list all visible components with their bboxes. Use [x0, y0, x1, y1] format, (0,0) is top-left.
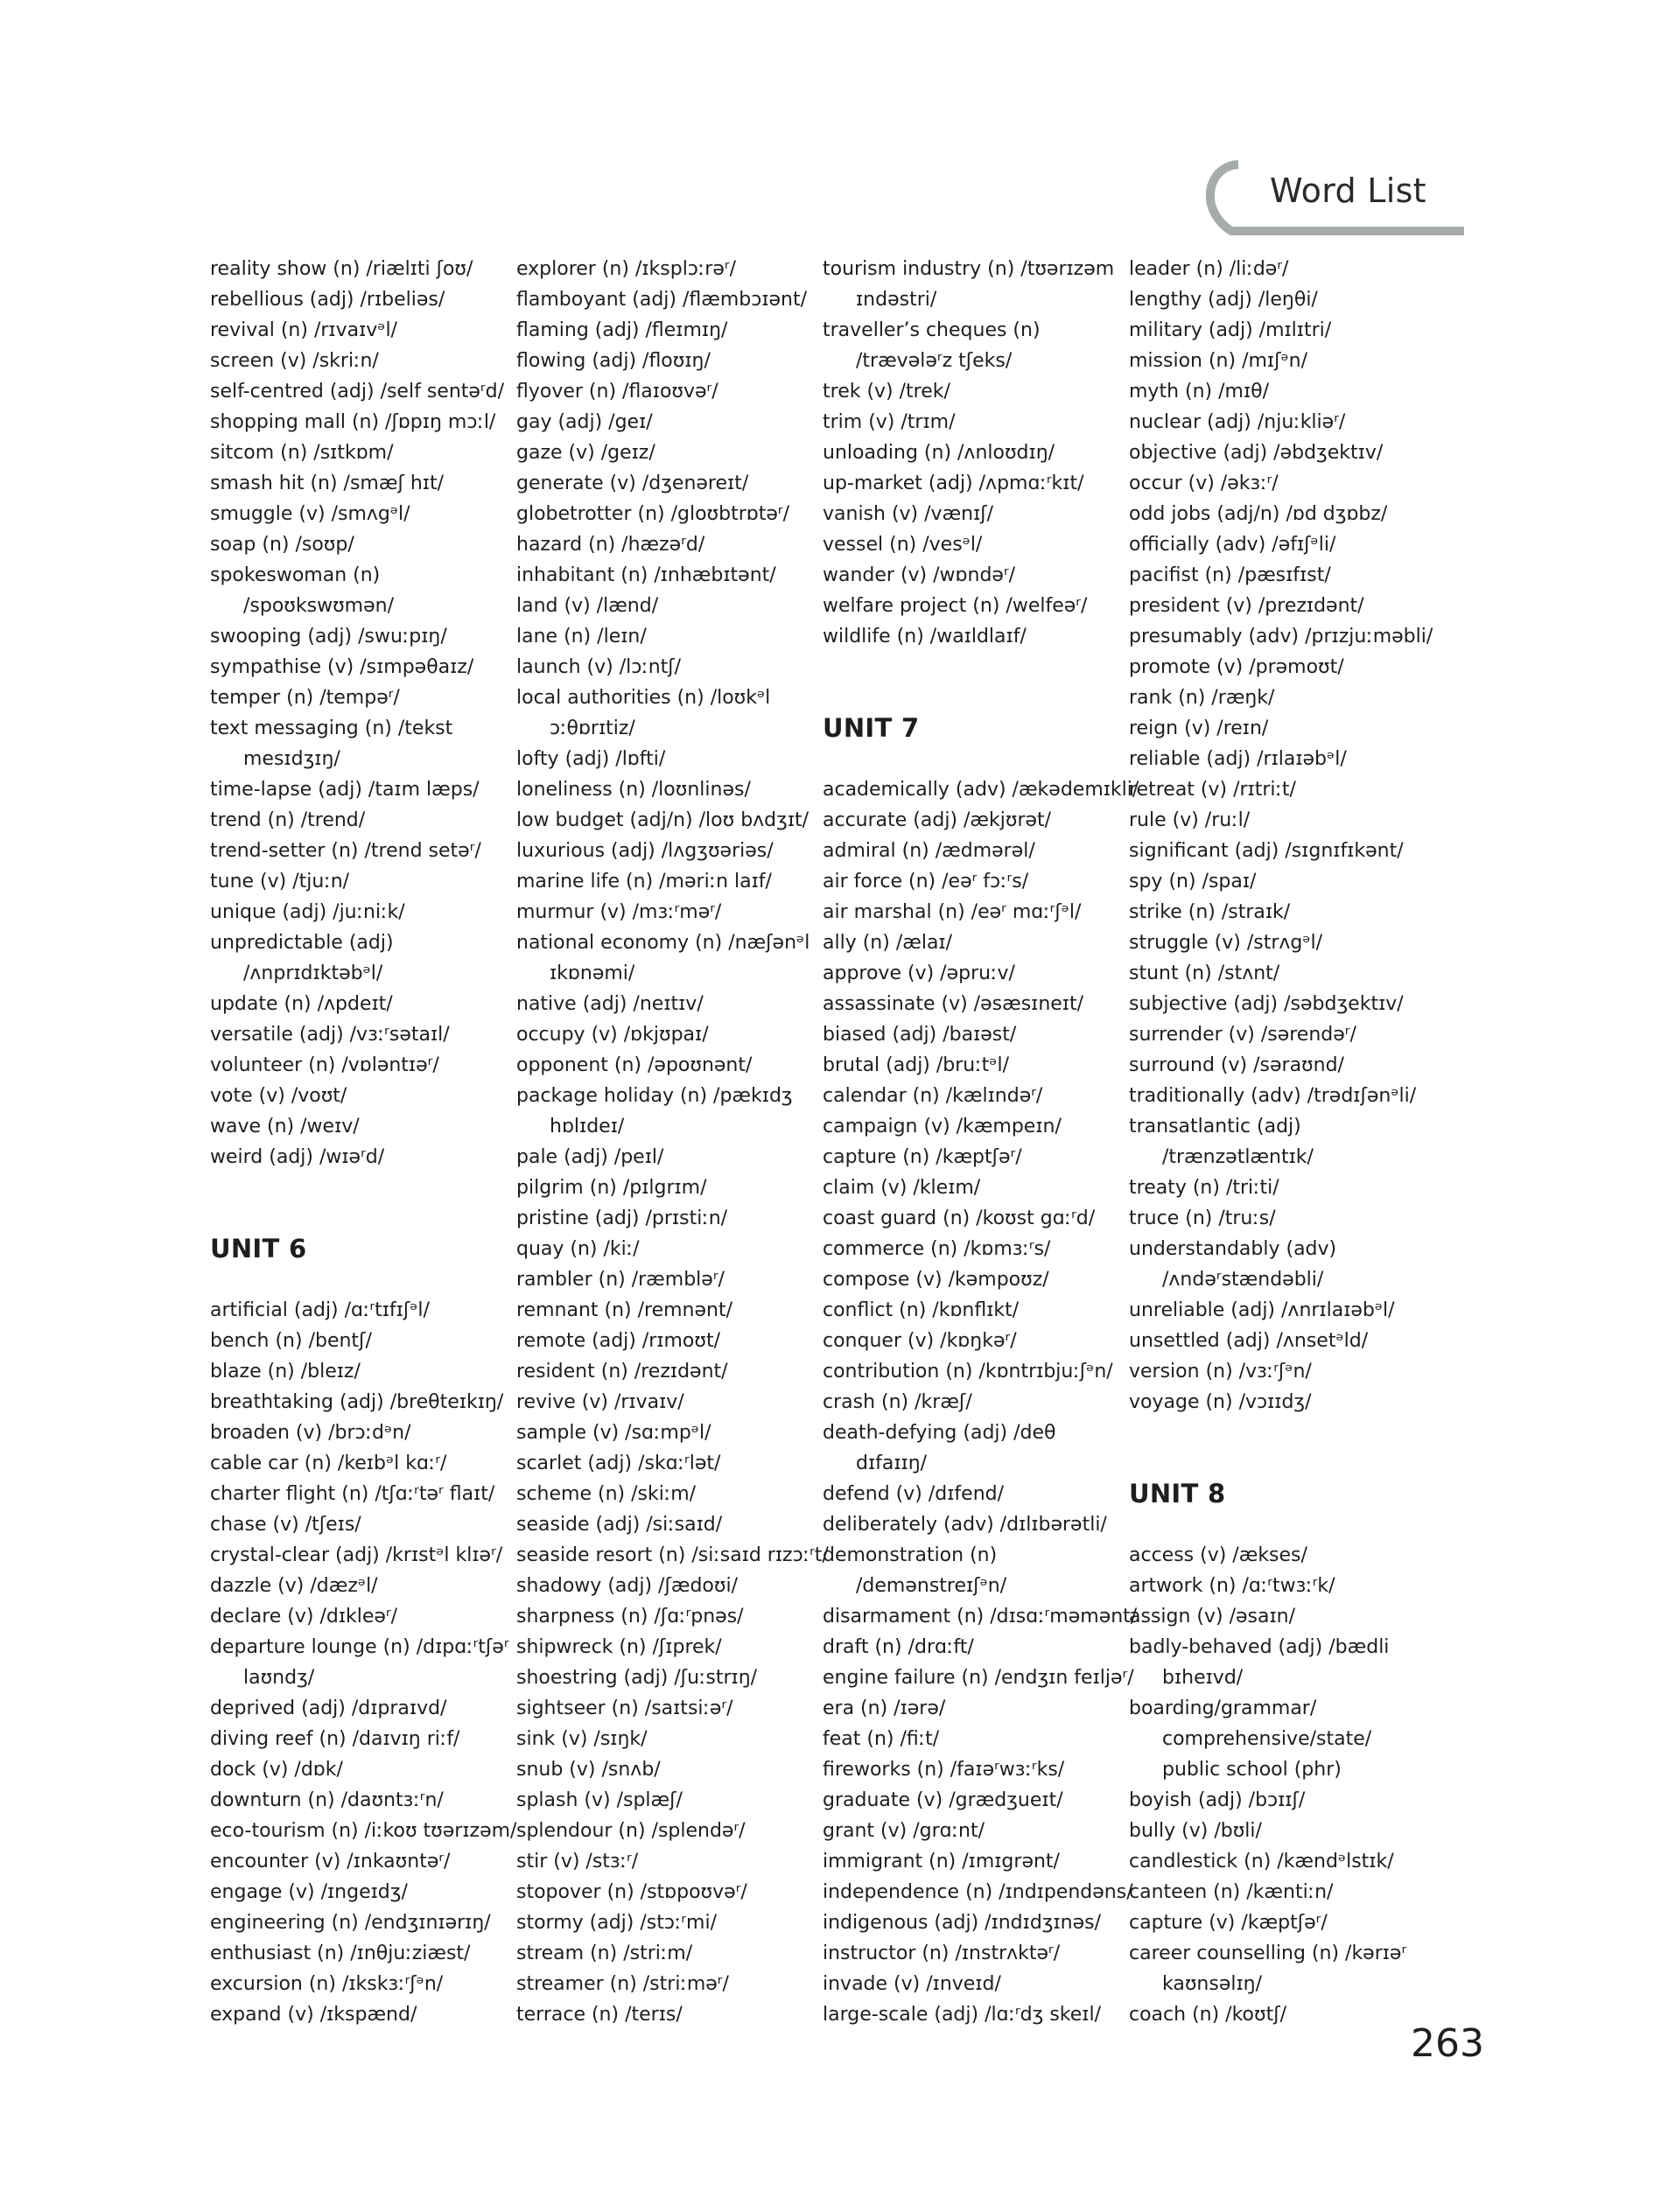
- word-entry: badly-behaved (adj) /bædli: [1129, 1636, 1390, 1658]
- word-entry: soap (n) /soʊp/: [210, 534, 354, 556]
- word-entry: deliberately (adv) /dɪlɪbərətli/: [823, 1514, 1107, 1536]
- word-entry: sink (v) /sɪŋk/: [516, 1728, 648, 1750]
- word-entry: unloading (n) /ʌnloʊdɪŋ/: [823, 442, 1055, 464]
- word-entry: instructor (n) /ɪnstrʌktəʳ/: [823, 1942, 1061, 1964]
- word-entry: hazard (n) /hæzəʳd/: [516, 534, 705, 556]
- word-entry: calendar (n) /kælɪndəʳ/: [823, 1085, 1043, 1107]
- word-entry: stopover (n) /stɒpoʊvəʳ/: [516, 1881, 747, 1903]
- word-entry: strike (n) /straɪk/: [1129, 901, 1291, 923]
- word-entry: revival (n) /rɪvaɪvᵊl/: [210, 319, 397, 341]
- word-entry: myth (n) /mɪθ/: [1129, 381, 1270, 402]
- word-entry: ally (n) /ælaɪ/: [823, 932, 953, 954]
- word-entry: unsettled (adj) /ʌnsetᵊld/: [1129, 1330, 1369, 1352]
- word-entry: traditionally (adv) /trədɪʃənᵊli/: [1129, 1085, 1417, 1107]
- word-entry: voyage (n) /vɔɪɪdʒ/: [1129, 1391, 1312, 1413]
- word-entry: compose (v) /kəmpoʊz/: [823, 1269, 1049, 1291]
- word-entry: gay (adj) /geɪ/: [516, 411, 653, 433]
- word-entry: remote (adj) /rɪmoʊt/: [516, 1330, 721, 1352]
- word-entry: truce (n) /truːs/: [1129, 1208, 1276, 1229]
- word-entry: objective (adj) /əbdʒektɪv/: [1129, 442, 1384, 464]
- word-entry: subjective (adj) /səbdʒektɪv/: [1129, 993, 1404, 1015]
- word-entry: stream (n) /striːm/: [516, 1942, 693, 1964]
- word-entry: launch (v) /lɔːntʃ/: [516, 656, 682, 678]
- word-entry-continuation: /ʌnprɪdɪktəbᵊl/: [243, 962, 383, 984]
- word-entry: candlestick (n) /kændᵊlstɪk/: [1129, 1851, 1394, 1872]
- word-entry: career counselling (n) /kərɪəʳ: [1129, 1942, 1407, 1964]
- word-entry: rambler (n) /ræmbləʳ/: [516, 1269, 725, 1291]
- word-entry: admiral (n) /ædmərəl/: [823, 840, 1035, 862]
- word-entry: approve (v) /əpruːv/: [823, 962, 1015, 984]
- word-entry: president (v) /prezɪdənt/: [1129, 595, 1364, 617]
- word-entry: flaming (adj) /fleɪmɪŋ/: [516, 319, 728, 341]
- word-entry: nuclear (adj) /njuːkliəʳ/: [1129, 411, 1346, 433]
- unit-heading: UNIT 8: [1129, 1479, 1226, 1508]
- word-entry: transatlantic (adj): [1129, 1116, 1301, 1138]
- word-entry: mission (n) /mɪʃᵊn/: [1129, 350, 1308, 372]
- word-entry: diving reef (n) /daɪvɪŋ riːf/: [210, 1728, 460, 1750]
- word-entry: national economy (n) /næʃənᵊl: [516, 932, 810, 954]
- word-entry: engineering (n) /endʒɪnɪərɪŋ/: [210, 1912, 491, 1934]
- word-entry: text messaging (n) /tekst: [210, 718, 453, 739]
- word-entry: vessel (n) /vesᵊl/: [823, 534, 983, 556]
- word-column-1: [210, 254, 517, 2030]
- word-entry: local authorities (n) /loʊkᵊl: [516, 687, 771, 709]
- word-entry: tune (v) /tjuːn/: [210, 871, 350, 892]
- word-entry: pale (adj) /peɪl/: [516, 1146, 664, 1168]
- word-entry: promote (v) /prəmoʊt/: [1129, 656, 1344, 678]
- spacer: [210, 1203, 508, 1234]
- word-entry: leader (n) /liːdəʳ/: [1129, 258, 1289, 280]
- word-entry: sitcom (n) /sɪtkɒm/: [210, 442, 394, 464]
- unit-heading: UNIT 7: [823, 713, 920, 743]
- word-entry: independence (n) /ɪndɪpendəns/: [823, 1881, 1133, 1903]
- word-entry-continuation: /ʌndəʳstændəbli/: [1162, 1269, 1324, 1291]
- word-entry: versatile (adj) /vɜːʳsətaɪl/: [210, 1024, 450, 1046]
- word-entry: death-defying (adj) /deθ: [823, 1422, 1056, 1444]
- word-entry: smuggle (v) /smʌgᵊl/: [210, 503, 410, 525]
- spacer: [1129, 1418, 1426, 1448]
- word-entry: military (adj) /mɪlɪtri/: [1129, 319, 1332, 341]
- word-entry: sympathise (v) /sɪmpəθaɪz/: [210, 656, 474, 678]
- word-entry: volunteer (n) /vɒləntɪəʳ/: [210, 1054, 439, 1076]
- word-entry: pacifist (n) /pæsɪfɪst/: [1129, 564, 1331, 586]
- word-entry: update (n) /ʌpdeɪt/: [210, 993, 393, 1015]
- word-entry: grant (v) /grɑːnt/: [823, 1820, 985, 1842]
- word-entry-continuation: bɪheɪvd/: [1162, 1667, 1244, 1689]
- word-entry: occupy (v) /ɒkjʊpaɪ/: [516, 1024, 709, 1046]
- word-entry: streamer (n) /striːməʳ/: [516, 1973, 729, 1995]
- word-entry: explorer (n) /ɪksplɔːrəʳ/: [516, 258, 736, 280]
- word-entry: boarding/grammar/: [1129, 1698, 1317, 1719]
- word-entry-continuation: ɪkɒnəmi/: [550, 962, 635, 984]
- word-entry: shoestring (adj) /ʃuːstrɪŋ/: [516, 1667, 758, 1689]
- word-entry: expand (v) /ɪkspænd/: [210, 2004, 417, 2026]
- word-entry: low budget (adj/n) /loʊ bʌdʒɪt/: [516, 809, 809, 831]
- word-entry-continuation: /trævələʳz tʃeks/: [856, 350, 1013, 372]
- word-entry-continuation: /demənstreɪʃᵊn/: [856, 1575, 1007, 1597]
- word-entry: trend-setter (n) /trend setəʳ/: [210, 840, 481, 862]
- word-entry: graduate (v) /grædʒueɪt/: [823, 1789, 1063, 1811]
- word-entry: gaze (v) /geɪz/: [516, 442, 655, 464]
- word-entry: flamboyant (adj) /flæmbɔɪənt/: [516, 289, 808, 311]
- word-entry: resident (n) /rezɪdənt/: [516, 1361, 728, 1382]
- word-entry: reality show (n) /riælɪti ʃoʊ/: [210, 258, 473, 280]
- word-entry: blaze (n) /bleɪz/: [210, 1361, 361, 1382]
- word-entry: breathtaking (adj) /breθteɪkɪŋ/: [210, 1391, 504, 1413]
- word-entry: feat (n) /fiːt/: [823, 1728, 940, 1750]
- word-entry: stunt (n) /stʌnt/: [1129, 962, 1280, 984]
- word-entry-continuation: mesɪdʒɪŋ/: [243, 748, 340, 770]
- word-entry: departure lounge (n) /dɪpɑːʳtʃəʳ: [210, 1636, 509, 1658]
- word-entry: boyish (adj) /bɔɪɪʃ/: [1129, 1789, 1306, 1811]
- word-entry: invade (v) /ɪnveɪd/: [823, 1973, 1001, 1995]
- word-entry: up-market (adj) /ʌpmɑːʳkɪt/: [823, 472, 1084, 494]
- word-entry: revive (v) /rɪvaɪv/: [516, 1391, 684, 1413]
- word-entry: conquer (v) /kɒŋkəʳ/: [823, 1330, 1017, 1352]
- word-entry: pristine (adj) /prɪstiːn/: [516, 1208, 728, 1229]
- word-entry: generate (v) /dʒenəreɪt/: [516, 472, 749, 494]
- word-entry: conflict (n) /kɒnflɪkt/: [823, 1299, 1020, 1321]
- word-entry: temper (n) /tempəʳ/: [210, 687, 400, 709]
- word-entry: broaden (v) /brɔːdᵊn/: [210, 1422, 411, 1444]
- word-entry: declare (v) /dɪkleəʳ/: [210, 1606, 398, 1628]
- word-entry: defend (v) /dɪfend/: [823, 1483, 1005, 1505]
- word-entry: lengthy (adj) /leŋθi/: [1129, 289, 1318, 311]
- word-entry: wave (n) /weɪv/: [210, 1116, 360, 1138]
- word-entry: murmur (v) /mɜːʳməʳ/: [516, 901, 722, 923]
- word-entry: engine failure (n) /endʒɪn feɪljəʳ/: [823, 1667, 1134, 1689]
- word-entry: downturn (n) /daʊntɜːʳn/: [210, 1789, 444, 1811]
- spacer: [823, 682, 1120, 713]
- word-entry: pilgrim (n) /pɪlgrɪm/: [516, 1177, 707, 1199]
- word-entry: wander (v) /wɒndəʳ/: [823, 564, 1016, 586]
- word-entry: accurate (adj) /ækjʊrət/: [823, 809, 1052, 831]
- word-entry: time-lapse (adj) /taɪm læps/: [210, 779, 480, 801]
- word-column-2: [516, 254, 829, 2030]
- word-entry: capture (v) /kæptʃəʳ/: [1129, 1912, 1328, 1934]
- word-entry: commerce (n) /kɒmɜːʳs/: [823, 1238, 1051, 1260]
- word-entry: shipwreck (n) /ʃɪprek/: [516, 1636, 722, 1658]
- word-entry: tourism industry (n) /tʊərɪzəm: [823, 258, 1115, 280]
- word-entry: excursion (n) /ɪkskɜːʳʃᵊn/: [210, 1973, 444, 1995]
- word-entry: understandably (adv): [1129, 1238, 1337, 1260]
- word-entry: marine life (n) /məriːn laɪf/: [516, 871, 772, 892]
- word-entry: disarmament (n) /dɪsɑːʳməmənt/: [823, 1606, 1138, 1628]
- word-entry: globetrotter (n) /gloʊbtrɒtəʳ/: [516, 503, 790, 525]
- word-entry-continuation: laʊndʒ/: [243, 1667, 315, 1689]
- word-entry: demonstration (n): [823, 1544, 998, 1566]
- word-list-header: [1186, 158, 1466, 249]
- spacer: [823, 652, 1120, 682]
- word-entry: vanish (v) /vænɪʃ/: [823, 503, 994, 525]
- word-entry: surround (v) /səraʊnd/: [1129, 1054, 1344, 1076]
- word-entry: trend (n) /trend/: [210, 809, 366, 831]
- word-entry: era (n) /ɪərə/: [823, 1698, 946, 1719]
- word-entry: vote (v) /voʊt/: [210, 1085, 347, 1107]
- word-entry: package holiday (n) /pækɪdʒ: [516, 1085, 793, 1107]
- word-entry-continuation: kaʊnsəlɪŋ/: [1162, 1973, 1263, 1995]
- word-entry: sightseer (n) /saɪtsiːəʳ/: [516, 1698, 733, 1719]
- word-entry: occur (v) /əkɜːʳ/: [1129, 472, 1279, 494]
- word-entry: contribution (n) /kɒntrɪbjuːʃᵊn/: [823, 1361, 1113, 1382]
- word-entry: dazzle (v) /dæzᵊl/: [210, 1575, 378, 1597]
- word-entry: spokeswoman (n): [210, 564, 381, 586]
- unit-heading: UNIT 6: [210, 1234, 307, 1264]
- word-entry: opponent (n) /əpoʊnənt/: [516, 1054, 753, 1076]
- word-entry-continuation: ɪndəstri/: [856, 289, 937, 311]
- word-entry: rank (n) /ræŋk/: [1129, 687, 1275, 709]
- word-entry: wildlife (n) /waɪldlaɪf/: [823, 626, 1027, 648]
- word-entry: significant (adj) /sɪgnɪfɪkənt/: [1129, 840, 1404, 862]
- word-entry: bench (n) /bentʃ/: [210, 1330, 372, 1352]
- word-entry: seaside (adj) /siːsaɪd/: [516, 1514, 723, 1536]
- word-entry: reliable (adj) /rɪlaɪəbᵊl/: [1129, 748, 1347, 770]
- word-entry: campaign (v) /kæmpeɪn/: [823, 1116, 1062, 1138]
- word-entry: deprived (adj) /dɪpraɪvd/: [210, 1698, 447, 1719]
- word-entry: odd jobs (adj/n) /ɒd dʒɒbz/: [1129, 503, 1388, 525]
- word-entry: coach (n) /koʊtʃ/: [1129, 2004, 1287, 2026]
- word-entry: rule (v) /ruːl/: [1129, 809, 1251, 831]
- word-entry: smash hit (n) /smæʃ hɪt/: [210, 472, 444, 494]
- word-entry: struggle (v) /strʌgᵊl/: [1129, 932, 1323, 954]
- word-entry-continuation: comprehensive/state/: [1162, 1728, 1372, 1750]
- word-entry: quay (n) /kiː/: [516, 1238, 640, 1260]
- word-entry: rebellious (adj) /rɪbeliəs/: [210, 289, 445, 311]
- word-entry: stir (v) /stɜːʳ/: [516, 1851, 639, 1872]
- word-entry: charter flight (n) /tʃɑːʳtəʳ flaɪt/: [210, 1483, 495, 1505]
- word-entry-continuation: public school (phr): [1162, 1759, 1342, 1781]
- word-entry: screen (v) /skriːn/: [210, 350, 379, 372]
- word-entry: fireworks (n) /faɪəʳwɜːʳks/: [823, 1759, 1065, 1781]
- spacer: [1129, 1448, 1426, 1479]
- word-entry: splash (v) /splæʃ/: [516, 1789, 683, 1811]
- word-entry: lane (n) /leɪn/: [516, 626, 647, 648]
- word-entry-continuation: hɒlɪdeɪ/: [550, 1116, 625, 1138]
- word-entry: presumably (adv) /prɪzjuːməbli/: [1129, 626, 1433, 648]
- page-title: Word List: [1270, 172, 1426, 210]
- word-entry-continuation: /trænzətlæntɪk/: [1162, 1146, 1314, 1168]
- word-entry: traveller’s cheques (n): [823, 319, 1041, 341]
- word-entry: weird (adj) /wɪəʳd/: [210, 1146, 385, 1168]
- word-entry: unique (adj) /juːniːk/: [210, 901, 405, 923]
- word-entry: dock (v) /dɒk/: [210, 1759, 343, 1781]
- spacer: [210, 1172, 508, 1203]
- word-entry: welfare project (n) /welfeəʳ/: [823, 595, 1088, 617]
- page-number: 263: [1411, 2021, 1484, 2066]
- word-entry: coast guard (n) /koʊst gɑːʳd/: [823, 1208, 1096, 1229]
- word-entry: trim (v) /trɪm/: [823, 411, 956, 433]
- word-entry: remnant (n) /remnənt/: [516, 1299, 733, 1321]
- word-entry: splendour (n) /splendəʳ/: [516, 1820, 746, 1842]
- word-entry: access (v) /ækses/: [1129, 1544, 1307, 1566]
- word-entry: air marshal (n) /eəʳ mɑːʳʃᵊl/: [823, 901, 1082, 923]
- word-entry: engage (v) /ɪngeɪdʒ/: [210, 1881, 408, 1903]
- word-column-3: [823, 254, 1139, 2030]
- word-entry-continuation: ɔːθɒrɪtiz/: [550, 718, 635, 739]
- word-entry: treaty (n) /triːti/: [1129, 1177, 1279, 1199]
- word-entry: loneliness (n) /loʊnlinəs/: [516, 779, 751, 801]
- word-entry: lofty (adj) /lɒfti/: [516, 748, 666, 770]
- word-entry: trek (v) /trek/: [823, 381, 950, 402]
- word-entry: terrace (n) /terɪs/: [516, 2004, 683, 2026]
- word-entry: immigrant (n) /ɪmɪgrənt/: [823, 1851, 1060, 1872]
- word-entry: crash (n) /kræʃ/: [823, 1391, 972, 1413]
- word-entry: chase (v) /tʃeɪs/: [210, 1514, 361, 1536]
- word-entry: seaside resort (n) /siːsaɪd rɪzɔːʳt/: [516, 1544, 829, 1566]
- word-entry: version (n) /vɜːʳʃᵊn/: [1129, 1361, 1312, 1382]
- word-entry: scheme (n) /skiːm/: [516, 1483, 697, 1505]
- word-column-4: [1129, 254, 1433, 2030]
- word-entry: native (adj) /neɪtɪv/: [516, 993, 704, 1015]
- word-entry: capture (n) /kæptʃəʳ/: [823, 1146, 1022, 1168]
- word-entry: scarlet (adj) /skɑːʳlət/: [516, 1452, 721, 1474]
- word-entry: shopping mall (n) /ʃɒpɪŋ mɔːl/: [210, 411, 496, 433]
- word-entry: flowing (adj) /floʊɪŋ/: [516, 350, 711, 372]
- word-entry: claim (v) /kleɪm/: [823, 1177, 981, 1199]
- word-entry: flyover (n) /flaɪoʊvəʳ/: [516, 381, 718, 402]
- word-entry: cable car (n) /keɪbᵊl kɑːʳ/: [210, 1452, 447, 1474]
- word-entry: bully (v) /bʊli/: [1129, 1820, 1262, 1842]
- word-entry-continuation: /spoʊkswʊmən/: [243, 595, 394, 617]
- word-entry: land (v) /lænd/: [516, 595, 659, 617]
- word-entry: artwork (n) /ɑːʳtwɜːʳk/: [1129, 1575, 1335, 1597]
- word-entry: large-scale (adj) /lɑːʳdʒ skeɪl/: [823, 2004, 1102, 2026]
- word-entry: enthusiast (n) /ɪnθjuːziæst/: [210, 1942, 471, 1964]
- word-entry: assassinate (v) /əsæsɪneɪt/: [823, 993, 1084, 1015]
- word-entry: inhabitant (n) /ɪnhæbɪtənt/: [516, 564, 776, 586]
- word-entry: officially (adv) /əfɪʃᵊli/: [1129, 534, 1336, 556]
- word-entry: unreliable (adj) /ʌnrɪlaɪəbᵊl/: [1129, 1299, 1395, 1321]
- word-entry: indigenous (adj) /ɪndɪdʒɪnəs/: [823, 1912, 1102, 1934]
- word-entry: brutal (adj) /bruːtᵊl/: [823, 1054, 1009, 1076]
- word-entry-continuation: dɪfaɪɪŋ/: [856, 1452, 928, 1474]
- word-entry: surrender (v) /sərendəʳ/: [1129, 1024, 1356, 1046]
- word-entry: biased (adj) /baɪəst/: [823, 1024, 1017, 1046]
- word-entry: sample (v) /sɑːmpᵊl/: [516, 1422, 711, 1444]
- word-entry: self-centred (adj) /self sentəʳd/: [210, 381, 504, 402]
- word-entry: artificial (adj) /ɑːʳtɪfɪʃᵊl/: [210, 1299, 430, 1321]
- word-entry: reign (v) /reɪn/: [1129, 718, 1269, 739]
- word-entry: swooping (adj) /swuːpɪŋ/: [210, 626, 447, 648]
- word-entry: luxurious (adj) /lʌgʒʊəriəs/: [516, 840, 774, 862]
- word-entry: assign (v) /əsaɪn/: [1129, 1606, 1296, 1628]
- word-entry: stormy (adj) /stɔːʳmi/: [516, 1912, 718, 1934]
- word-entry: canteen (n) /kæntiːn/: [1129, 1881, 1334, 1903]
- word-entry: draft (n) /drɑːft/: [823, 1636, 974, 1658]
- word-entry: snub (v) /snʌb/: [516, 1759, 661, 1781]
- word-entry: air force (n) /eəʳ fɔːʳs/: [823, 871, 1029, 892]
- word-entry: unpredictable (adj): [210, 932, 394, 954]
- word-entry: sharpness (n) /ʃɑːʳpnəs/: [516, 1606, 744, 1628]
- word-entry: encounter (v) /ɪnkaʊntəʳ/: [210, 1851, 451, 1872]
- word-entry: shadowy (adj) /ʃædoʊi/: [516, 1575, 738, 1597]
- word-entry: retreat (v) /rɪtriːt/: [1129, 779, 1296, 801]
- word-entry: eco-tourism (n) /iːkoʊ tʊərɪzəm/: [210, 1820, 517, 1842]
- word-entry: crystal-clear (adj) /krɪstᵊl klɪəʳ/: [210, 1544, 503, 1566]
- word-entry: academically (adv) /ækədemɪkli/: [823, 779, 1139, 801]
- word-entry: spy (n) /spaɪ/: [1129, 871, 1257, 892]
